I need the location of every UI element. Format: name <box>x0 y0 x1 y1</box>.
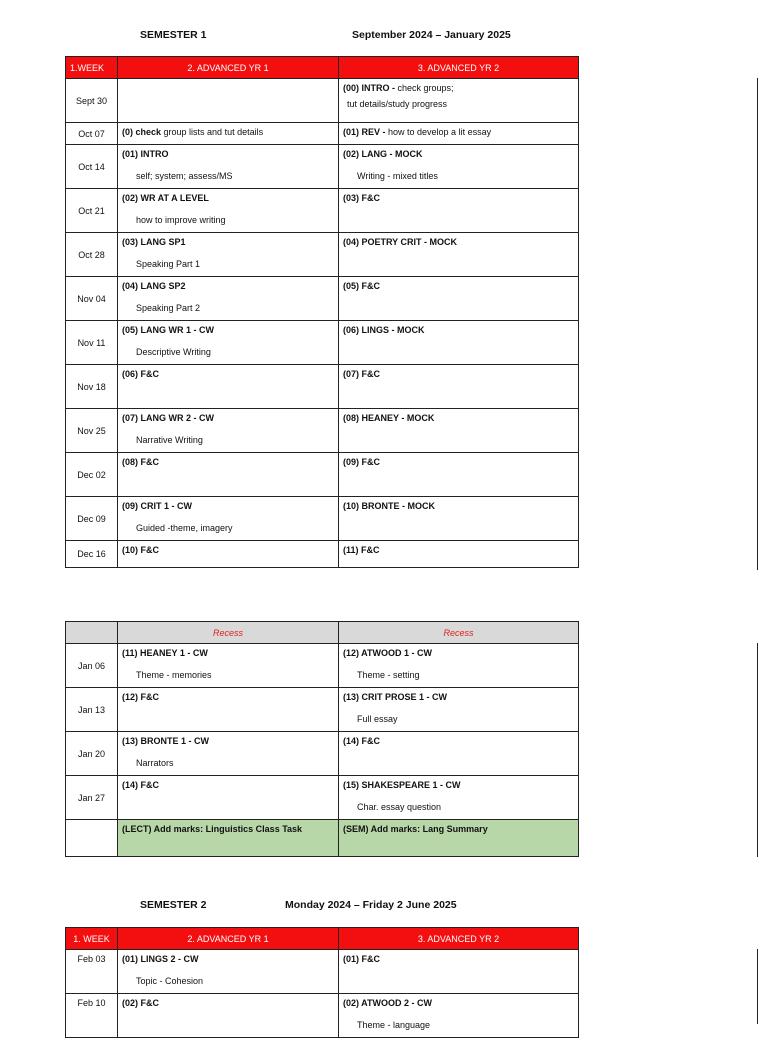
week-cell: Jan 20 <box>66 732 118 776</box>
topic-label: (12) F&C <box>122 692 160 702</box>
table-row <box>66 541 579 568</box>
table-row <box>66 79 579 123</box>
yr1-cell <box>118 145 339 189</box>
topic-label: (01) F&C <box>343 954 381 964</box>
header-yr2: 3. ADVANCED YR 2 <box>339 57 579 79</box>
topic-label: (02) F&C <box>122 998 160 1008</box>
marks-row <box>66 820 579 857</box>
semester1-table <box>65 56 579 568</box>
topic-label: (05) F&C <box>343 281 381 291</box>
subtopic: Narrative Writing <box>136 435 203 445</box>
topic-label: (11) HEANEY 1 - CW <box>122 648 208 658</box>
topic-label: (12) ATWOOD 1 - CW <box>343 648 432 658</box>
topic-label: (09) F&C <box>343 457 381 467</box>
topic-label: (13) BRONTE 1 - CW <box>122 736 210 746</box>
week-cell: Nov 25 <box>66 409 118 453</box>
yr2-cell <box>339 123 579 145</box>
recess-table <box>65 621 579 857</box>
yr2-cell <box>339 189 579 233</box>
table-row <box>66 497 579 541</box>
recess-label-yr1: Recess <box>118 622 339 644</box>
week-cell: Nov 04 <box>66 277 118 321</box>
topic-label: (01) LINGS 2 - CW <box>122 954 199 964</box>
subtopic: Topic - Cohesion <box>136 976 204 986</box>
week-cell: Dec 16 <box>66 541 118 568</box>
week-cell: Oct 14 <box>66 145 118 189</box>
yr1-cell <box>118 233 339 277</box>
yr1-cell <box>118 541 339 568</box>
semester2-table <box>65 927 579 1038</box>
yr2-cell <box>339 541 579 568</box>
semester1-title: SEMESTER 1 <box>140 29 207 41</box>
yr1-cell <box>118 732 339 776</box>
table-row <box>66 365 579 409</box>
topic-label: (0) check <box>122 127 162 137</box>
topic-label: (04) LANG SP2 <box>122 281 186 291</box>
topic-label: (02) ATWOOD 2 - CW <box>343 998 432 1008</box>
topic-label: (07) F&C <box>343 369 381 379</box>
topic-label: (10) F&C <box>122 545 160 555</box>
topic-label: (10) BRONTE - MOCK <box>343 501 435 511</box>
yr2-cell <box>339 688 579 732</box>
topic-label: (01) REV - <box>343 127 386 137</box>
subtopic: Descriptive Writing <box>136 347 211 357</box>
topic-label: (14) F&C <box>122 780 160 790</box>
table-row <box>66 994 579 1038</box>
table-row <box>66 776 579 820</box>
semester2-range: Monday 2024 – Friday 2 June 2025 <box>285 899 457 911</box>
week-cell: Feb 03 <box>66 950 118 994</box>
week-cell: Dec 02 <box>66 453 118 497</box>
yr2-cell <box>339 644 579 688</box>
semester1-range: September 2024 – January 2025 <box>352 29 511 41</box>
header-week: 1.WEEK <box>66 57 118 79</box>
yr2-cell <box>339 145 579 189</box>
subtopic: Theme - memories <box>136 670 212 680</box>
table-row <box>66 950 579 994</box>
subtopic: Writing - mixed titles <box>357 171 438 181</box>
table-row <box>66 123 579 145</box>
subtopic: Speaking Part 1 <box>136 259 201 269</box>
topic-detail: check groups; <box>395 83 454 93</box>
subtopic: how to improve writing <box>136 215 226 225</box>
topic-label: (11) F&C <box>343 545 380 555</box>
subtopic: tut details/study progress <box>347 99 448 109</box>
yr1-cell <box>118 365 339 409</box>
table-row <box>66 145 579 189</box>
topic-label: (00) INTRO - <box>343 83 396 93</box>
topic-label: (02) WR AT A LEVEL <box>122 193 209 203</box>
yr2-cell <box>339 732 579 776</box>
page-edge-line <box>757 643 758 857</box>
subtopic: Narrators <box>136 758 174 768</box>
yr1-cell <box>118 453 339 497</box>
topic-label: (02) LANG - MOCK <box>343 149 423 159</box>
yr2-cell <box>339 365 579 409</box>
header-week: 1. WEEK <box>66 928 118 950</box>
topic-label: (08) F&C <box>122 457 160 467</box>
header-yr1: 2. ADVANCED YR 1 <box>118 57 339 79</box>
topic-label: (08) HEANEY - MOCK <box>343 413 435 423</box>
header-yr1: 2. ADVANCED YR 1 <box>118 928 339 950</box>
table-row <box>66 321 579 365</box>
table-row <box>66 189 579 233</box>
semester2-header-row <box>66 928 579 950</box>
subtopic: Full essay <box>357 714 398 724</box>
subtopic: Speaking Part 2 <box>136 303 201 313</box>
subtopic: Theme - setting <box>357 670 420 680</box>
yr2-cell <box>339 409 579 453</box>
semester2-title: SEMESTER 2 <box>140 899 207 911</box>
topic-label: (05) LANG WR 1 - CW <box>122 325 214 335</box>
topic-label: (13) CRIT PROSE 1 - CW <box>343 692 448 702</box>
yr1-cell <box>118 776 339 820</box>
table-row <box>66 732 579 776</box>
yr1-cell <box>118 994 339 1038</box>
topic-label: (09) CRIT 1 - CW <box>122 501 193 511</box>
topic-label: (07) LANG WR 2 - CW <box>122 413 214 423</box>
topic-detail: how to develop a lit essay <box>385 127 492 137</box>
yr1-cell <box>118 688 339 732</box>
week-cell: Oct 28 <box>66 233 118 277</box>
table-row <box>66 453 579 497</box>
table-row <box>66 688 579 732</box>
yr1-cell <box>118 79 339 123</box>
semester1-header-row <box>66 57 579 79</box>
table-row <box>66 277 579 321</box>
recess-label-yr2: Recess <box>339 622 579 644</box>
week-cell: Dec 09 <box>66 497 118 541</box>
week-cell: Nov 18 <box>66 365 118 409</box>
topic-label: (06) F&C <box>122 369 160 379</box>
table-row <box>66 644 579 688</box>
yr2-cell <box>339 79 579 123</box>
yr1-cell <box>118 277 339 321</box>
subtopic: Guided -theme, imagery <box>136 523 233 533</box>
topic-label: (14) F&C <box>343 736 381 746</box>
week-cell: Jan 06 <box>66 644 118 688</box>
yr2-cell <box>339 497 579 541</box>
topic-label: (03) LANG SP1 <box>122 237 186 247</box>
topic-detail: group lists and tut details <box>161 127 264 137</box>
yr1-cell <box>118 189 339 233</box>
week-cell: Jan 27 <box>66 776 118 820</box>
yr1-cell <box>118 409 339 453</box>
week-cell: Oct 07 <box>66 123 118 145</box>
topic-label: (03) F&C <box>343 193 381 203</box>
yr1-cell <box>118 123 339 145</box>
yr1-cell <box>118 497 339 541</box>
subtopic: Char. essay question <box>357 802 442 812</box>
subtopic: self; system; assess/MS <box>136 171 233 181</box>
yr2-cell <box>339 453 579 497</box>
marks-yr2: (SEM) Add marks: Lang Summary <box>339 820 579 857</box>
week-cell: Feb 10 <box>66 994 118 1038</box>
yr2-cell <box>339 776 579 820</box>
topic-label: (06) LINGS - MOCK <box>343 325 425 335</box>
topic-label: (01) INTRO <box>122 149 169 159</box>
week-cell: Jan 13 <box>66 688 118 732</box>
yr1-cell <box>118 644 339 688</box>
header-yr2: 3. ADVANCED YR 2 <box>339 928 579 950</box>
topic-label: (04) POETRY CRIT - MOCK <box>343 237 458 247</box>
yr2-cell <box>339 321 579 365</box>
marks-week-blank <box>66 820 118 857</box>
week-cell: Nov 11 <box>66 321 118 365</box>
week-cell: Sept 30 <box>66 79 118 123</box>
recess-header-row <box>66 622 579 644</box>
table-row <box>66 409 579 453</box>
page-edge-line <box>757 78 758 570</box>
recess-week-blank <box>66 622 118 644</box>
page-edge-line <box>757 949 758 1024</box>
yr2-cell <box>339 233 579 277</box>
yr2-cell <box>339 950 579 994</box>
yr1-cell <box>118 321 339 365</box>
subtopic: Theme - language <box>357 1020 431 1030</box>
topic-label: (15) SHAKESPEARE 1 - CW <box>343 780 461 790</box>
yr1-cell <box>118 950 339 994</box>
yr2-cell <box>339 994 579 1038</box>
week-cell: Oct 21 <box>66 189 118 233</box>
marks-yr1: (LECT) Add marks: Linguistics Class Task <box>118 820 339 857</box>
table-row <box>66 233 579 277</box>
yr2-cell <box>339 277 579 321</box>
